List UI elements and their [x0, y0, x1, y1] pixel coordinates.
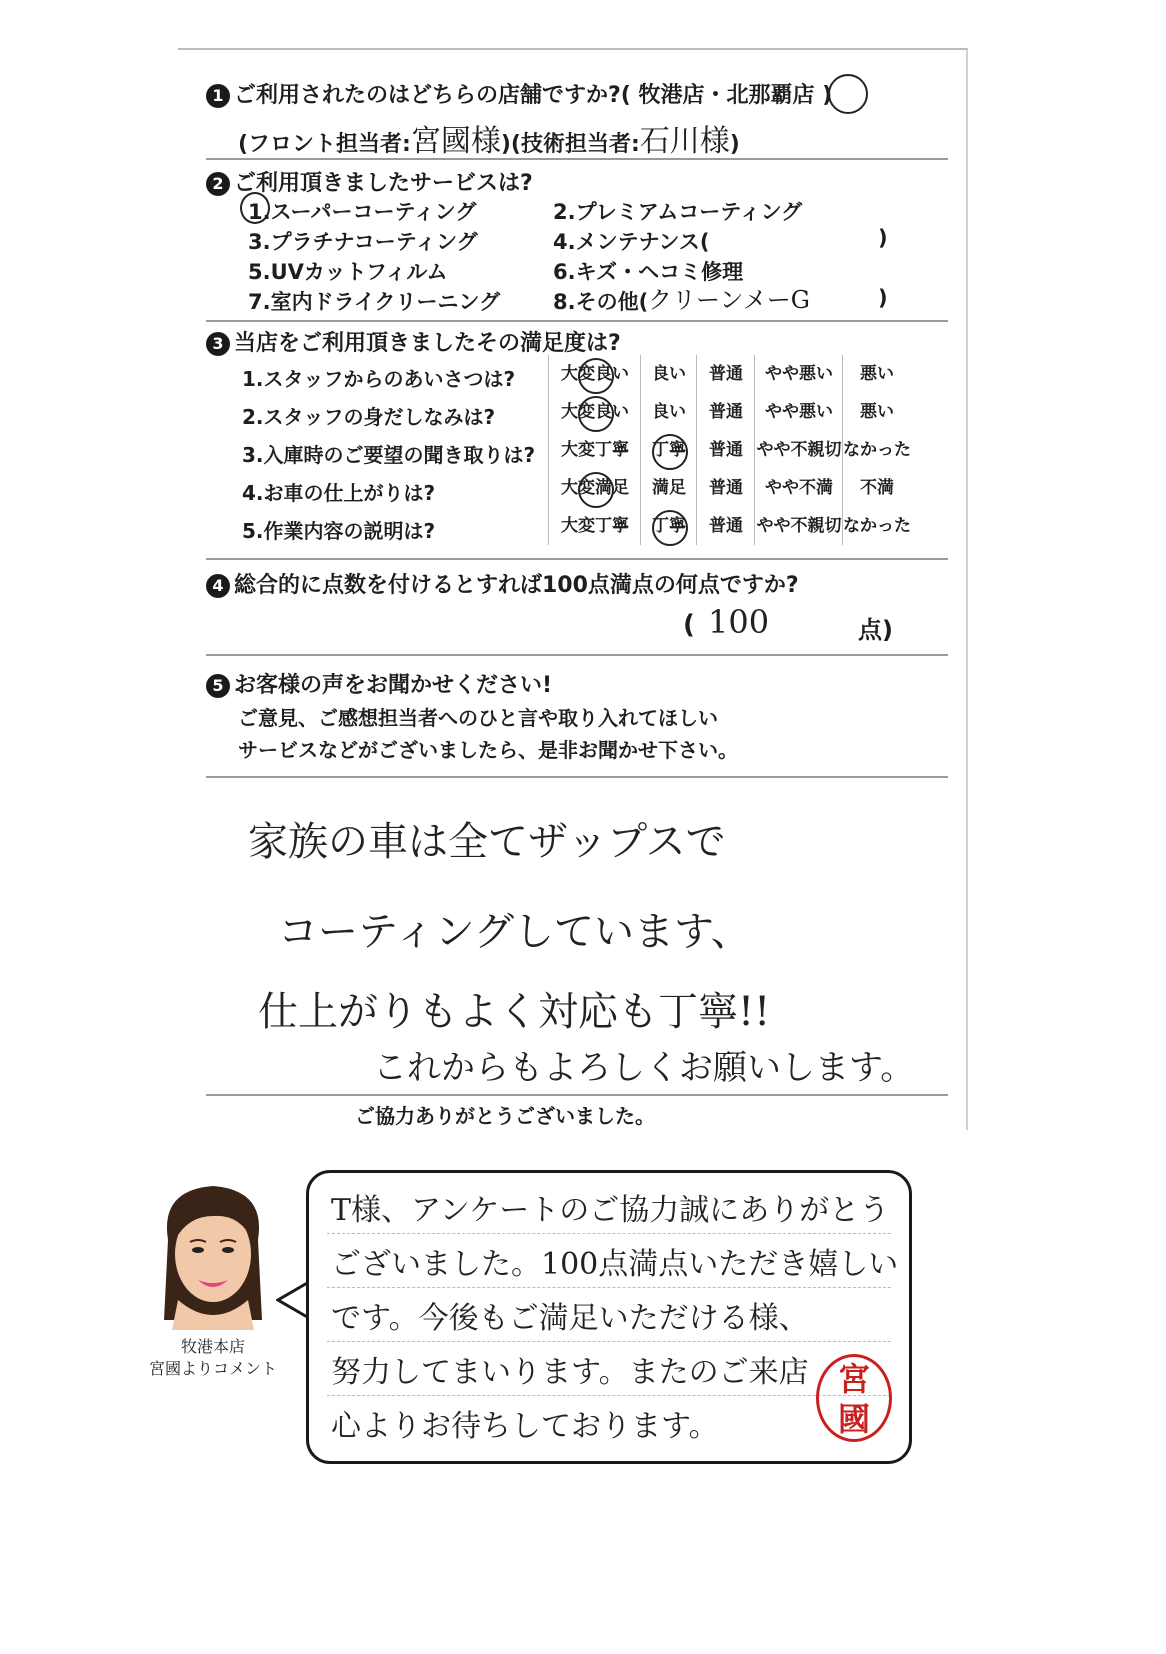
customer-voice-line-2: コーティングしています、: [278, 909, 751, 955]
q4-question: [206, 568, 799, 599]
satisfaction-option: 普通: [696, 393, 755, 431]
divider: [206, 776, 948, 778]
q5-instruction-1: ご意見、ご感想担当者へのひと言や取り入れてほしい: [238, 706, 718, 730]
satisfaction-option: 丁寧: [640, 431, 697, 469]
service-4-close: ): [878, 226, 888, 250]
satisfaction-row-4: [548, 469, 953, 507]
satisfaction-option: 大変丁寧: [548, 431, 641, 469]
satisfaction-option: 普通: [696, 431, 755, 469]
q4-title: 総合的に点数を付けるとすれば100点満点の何点ですか?: [234, 573, 799, 598]
service-6: 6.キズ・ヘコミ修理: [553, 260, 744, 284]
q1-close: ): [729, 132, 740, 157]
satisfaction-option: 満足: [640, 469, 697, 507]
satisfaction-option: 不満: [842, 469, 911, 507]
score-unit: 点): [858, 616, 893, 644]
front-staff-name: 宮國様: [410, 124, 501, 159]
satisfaction-option: 普通: [696, 507, 755, 545]
ruled-line: [327, 1341, 891, 1343]
sat-label-3: 3.入庫時のご要望の聞き取りは?: [242, 443, 536, 467]
satisfaction-option: 良い: [640, 393, 697, 431]
reply-line-4: 努力してまいります。またのご来店: [331, 1355, 809, 1390]
sat-label-5: 5.作業内容の説明は?: [242, 519, 436, 543]
staff-caption: [138, 1336, 288, 1380]
satisfaction-row-1: [548, 355, 953, 393]
q5-title: お客様の声をお聞かせください!: [234, 673, 553, 698]
selected-circle-mark: [578, 358, 614, 394]
service-8: 8.その他(: [553, 290, 649, 314]
reply-line-5: 心よりお待ちしております。: [331, 1409, 719, 1444]
satisfaction-option: やや不親切: [754, 507, 843, 545]
divider: [206, 158, 948, 160]
seal-stamp-char-1: 宮: [837, 1360, 870, 1398]
reply-line-2: ございました。100点満点いただき嬉しい: [331, 1247, 899, 1282]
q5-instruction-2: サービスなどがございましたら、是非お聞かせ下さい。: [238, 738, 738, 762]
tech-staff-name: 石川様: [639, 124, 730, 159]
service-7: 7.室内ドライクリーニング: [248, 290, 501, 314]
tech-staff-label: )(技術担当者:: [500, 132, 640, 157]
q3-question: [206, 326, 621, 357]
ruled-line: [327, 1395, 891, 1397]
satisfaction-option: 普通: [696, 469, 755, 507]
satisfaction-row-5: [548, 507, 953, 545]
selected-circle-mark: [652, 510, 688, 546]
q3-number: 3: [206, 332, 230, 356]
service-2: 2.プレミアムコーティング: [553, 200, 803, 224]
score-open: (: [683, 610, 695, 640]
store-circle-mark: [828, 74, 868, 114]
satisfaction-option: やや不満: [754, 469, 843, 507]
ruled-line: [327, 1287, 891, 1289]
divider: [206, 654, 948, 656]
staff-caption-store: 牧港本店: [180, 1337, 245, 1356]
service-1: 1.スーパーコーティング: [248, 200, 477, 224]
divider: [206, 1094, 948, 1096]
front-staff-label: (フロント担当者:: [238, 132, 411, 157]
satisfaction-option: 普通: [696, 355, 755, 393]
satisfaction-option: 大変丁寧: [548, 507, 641, 545]
service-8-other-value: クリーンメーG: [648, 286, 810, 314]
satisfaction-option: 大変良い: [548, 355, 641, 393]
customer-voice-line-1: 家族の車は全てザップスで: [248, 819, 726, 865]
q5-question: [206, 668, 552, 699]
sat-label-1: 1.スタッフからのあいさつは?: [242, 367, 516, 391]
ruled-line: [327, 1233, 891, 1235]
service-3: 3.プラチナコーティング: [248, 230, 478, 254]
sat-label-4: 4.お車の仕上がりは?: [242, 481, 436, 505]
service-4: 4.メンテナンス(: [553, 230, 710, 254]
q1-question: [206, 78, 832, 109]
customer-voice-line-3: 仕上がりもよく対応も丁寧!!: [258, 989, 771, 1035]
sat-label-2: 2.スタッフの身だしなみは?: [242, 405, 496, 429]
satisfaction-row-2: [548, 393, 953, 431]
score-value: 100: [708, 603, 770, 641]
satisfaction-option: なかった: [842, 431, 911, 469]
service-5: 5.UVカットフィルム: [248, 260, 448, 284]
satisfaction-row-3: [548, 431, 953, 469]
staff-caption-comment: 宮國よりコメント: [148, 1359, 277, 1378]
reply-line-1: T様、アンケートのご協力誠にありがとう: [331, 1193, 890, 1228]
speech-bubble-tail: [276, 1280, 310, 1320]
satisfaction-option: やや悪い: [754, 355, 843, 393]
satisfaction-option: なかった: [842, 507, 911, 545]
thanks-message: ご協力ありがとうございました。: [355, 1104, 655, 1128]
customer-voice-line-4: これからもよろしくお願いします。: [373, 1048, 915, 1088]
survey-sheet: [178, 48, 968, 1130]
q1-number: 1: [206, 84, 230, 108]
q1-text: ご利用されたのはどちらの店舗ですか?( 牧港店・北那覇店 ): [234, 83, 833, 108]
satisfaction-option: 大変満足: [548, 469, 641, 507]
satisfaction-option: 丁寧: [640, 507, 697, 545]
q1-staff-line: [238, 116, 740, 160]
satisfaction-option: 大変良い: [548, 393, 641, 431]
seal-stamp: [816, 1354, 892, 1442]
reply-line-3: です。今後もご満足いただける様、: [331, 1301, 809, 1336]
selected-circle-mark: [652, 434, 688, 470]
divider: [206, 320, 948, 322]
q4-number: 4: [206, 574, 230, 598]
satisfaction-option: やや不親切: [754, 431, 843, 469]
staff-avatar: [150, 1180, 276, 1330]
q5-number: 5: [206, 674, 230, 698]
q2-number: 2: [206, 172, 230, 196]
satisfaction-option: やや悪い: [754, 393, 843, 431]
satisfaction-option: 悪い: [842, 355, 911, 393]
seal-stamp-char-2: 國: [837, 1400, 870, 1438]
selected-circle-mark: [578, 472, 614, 508]
service-8-close: ): [878, 286, 888, 310]
satisfaction-option: 良い: [640, 355, 697, 393]
q2-title: ご利用頂きましたサービスは?: [234, 171, 533, 196]
satisfaction-option: 悪い: [842, 393, 911, 431]
q3-title: 当店をご利用頂きましたその満足度は?: [234, 331, 621, 356]
divider: [206, 558, 948, 560]
service-1-circle-mark: [240, 192, 270, 224]
selected-circle-mark: [578, 396, 614, 432]
